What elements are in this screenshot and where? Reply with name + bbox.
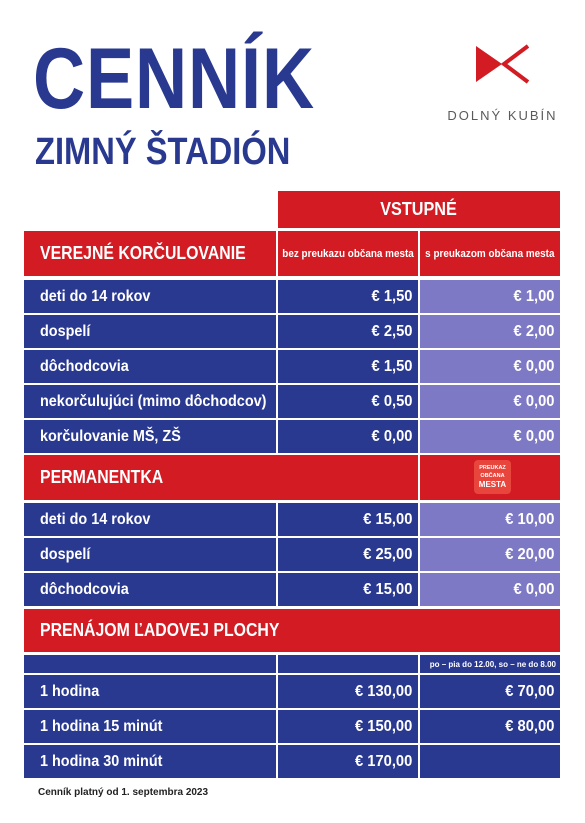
table-cell-price: € 0,00 (420, 385, 560, 418)
table-cell-price: € 0,00 (420, 573, 560, 606)
ice-rental-note (420, 655, 560, 673)
badge-line: MESTA (478, 480, 507, 489)
table-cell-price: € 0,50 (278, 385, 418, 418)
col-header-with-card (420, 231, 560, 276)
table-cell-price: € 10,00 (420, 503, 560, 536)
section-title-text: PRENÁJOM ĽADOVEJ PLOCHY (40, 620, 280, 640)
table-cell-price: € 80,00 (420, 710, 560, 743)
col-header-text: s preukazom občana mesta (425, 247, 555, 260)
table-cell-price: € 20,00 (420, 538, 560, 571)
col-header-text: bez preukazu občana mesta (282, 247, 414, 260)
table-cell-price: € 170,00 (278, 745, 418, 778)
page-subtitle: ZIMNÝ ŠTADIÓN (35, 131, 291, 173)
table-row-label: dospelí (24, 315, 276, 348)
table-cell-price: € 15,00 (278, 503, 418, 536)
badge-line: OBČANA (480, 473, 505, 479)
vstupne-header (278, 191, 560, 228)
table-row-label: 1 hodina 30 minút (24, 745, 276, 778)
table-row-label: deti do 14 rokov (24, 503, 276, 536)
logo (440, 44, 565, 134)
section-public-skating-title (24, 231, 276, 276)
table-cell-price: € 0,00 (420, 420, 560, 453)
logo-text: DOLNÝ KUBÍN (447, 108, 558, 123)
section-ice-rental-title (24, 609, 560, 652)
table-row-label: dôchodcovia (24, 573, 276, 606)
table-cell-price: € 150,00 (278, 710, 418, 743)
table-cell-price: € 0,00 (420, 350, 560, 383)
section-title-text: VEREJNÉ KORČULOVANIE (40, 243, 246, 263)
table-row-label: dôchodcovia (24, 350, 276, 383)
table-cell-price: € 130,00 (278, 675, 418, 708)
table-cell-price: € 25,00 (278, 538, 418, 571)
table-row-label: korčulovanie MŠ, ZŠ (24, 420, 276, 453)
table-spacer-cell (24, 655, 276, 673)
badge-line: PREUKAZ (479, 465, 506, 471)
table-row-label: nekorčulujúci (mimo dôchodcov) (24, 385, 276, 418)
col-header-without-card (278, 231, 418, 276)
town-logo-icon (474, 44, 530, 84)
citizen-card-badge (474, 460, 511, 494)
section-season-pass-title (24, 455, 418, 500)
table-cell-price (420, 745, 560, 778)
section-title-text: PERMANENTKA (40, 467, 164, 487)
table-row-label: 1 hodina (24, 675, 276, 708)
table-cell-price: € 1,00 (420, 280, 560, 313)
table-row-label: dospelí (24, 538, 276, 571)
table-cell-price: € 70,00 (420, 675, 560, 708)
table-cell-price: € 1,50 (278, 350, 418, 383)
table-row-label: deti do 14 rokov (24, 280, 276, 313)
vstupne-header-text: VSTUPNÉ (380, 199, 458, 219)
table-row-label: 1 hodina 15 minút (24, 710, 276, 743)
table-cell-price: € 1,50 (278, 280, 418, 313)
table-cell-price: € 15,00 (278, 573, 418, 606)
table-cell-price: € 2,50 (278, 315, 418, 348)
ice-rental-note-text: po – pia do 12.00, so – ne do 8.00 (429, 659, 556, 669)
table-cell-price: € 2,00 (420, 315, 560, 348)
validity-note: Cenník platný od 1. septembra 2023 (38, 787, 209, 798)
page-title: CENNÍK (33, 31, 315, 127)
table-cell-price: € 0,00 (278, 420, 418, 453)
table-spacer-cell (278, 655, 418, 673)
